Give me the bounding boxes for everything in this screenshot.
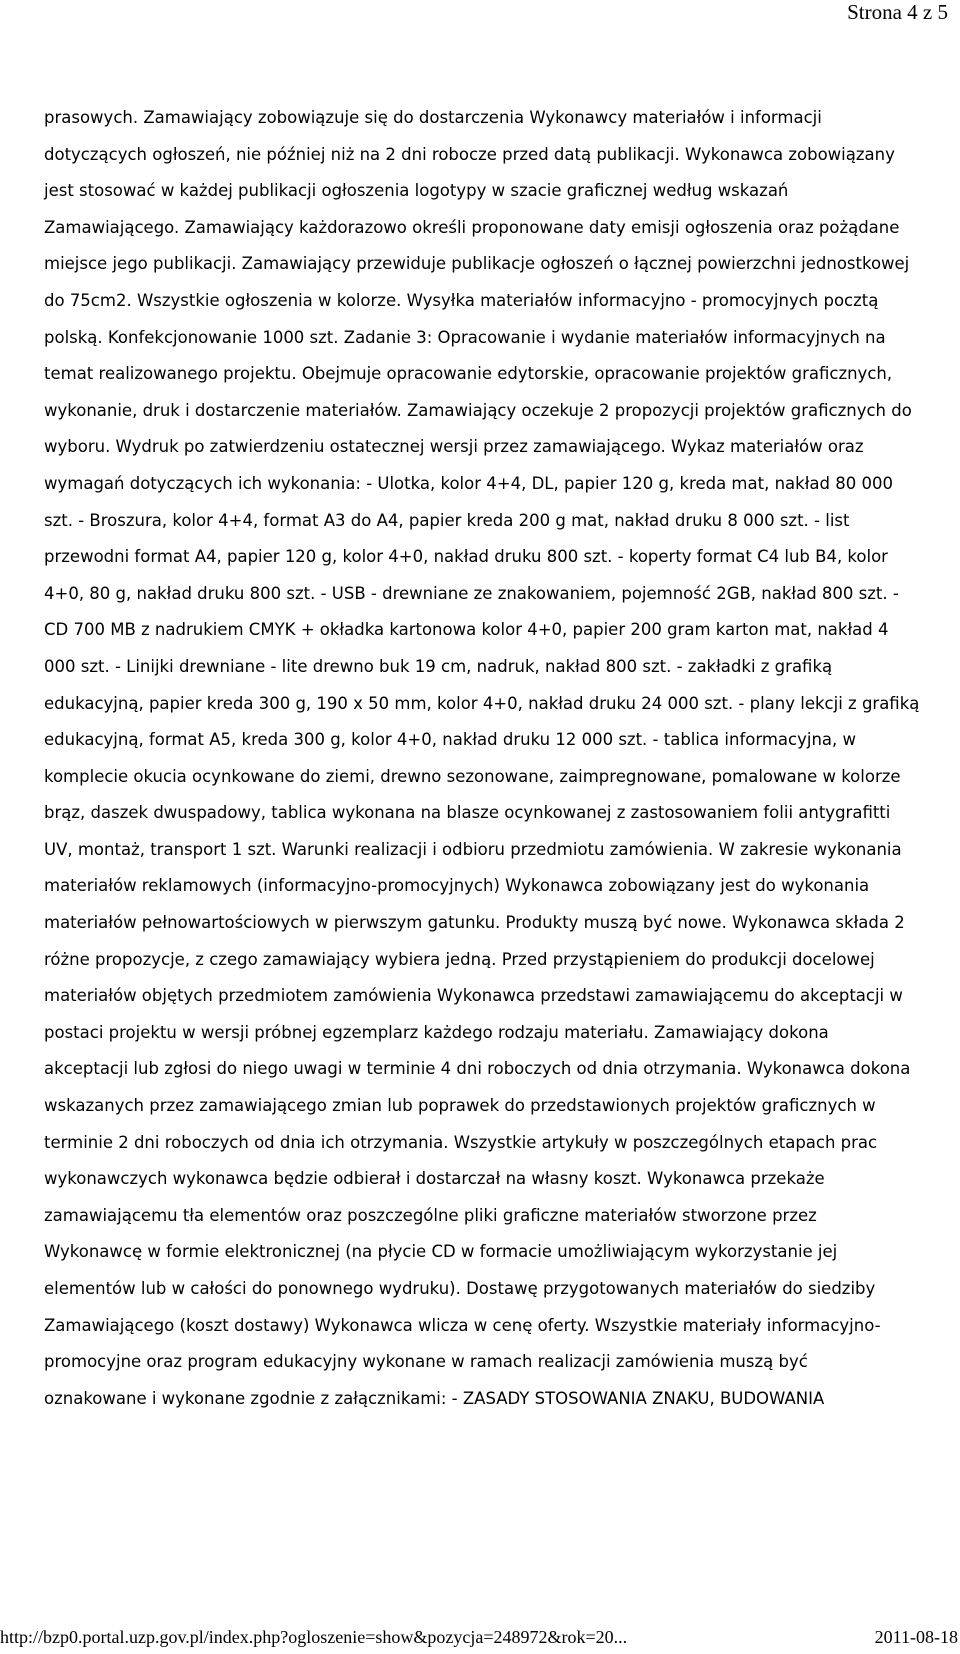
body-line: przewodni format A4, papier 120 g, kolor 4+0, nakład druku 800 szt. - koperty format C4 lub B4, kolor [44, 547, 888, 567]
body-line: polską. Konfekcjonowanie 1000 szt. Zadanie 3: Opracowanie i wydanie materiałów informacyjnych na [44, 327, 886, 347]
body-line: materiałów reklamowych (informacyjno-promocyjnych) Wykonawca zobowiązany jest do wykonania [44, 876, 870, 896]
body-line: jest stosować w każdej publikacji ogłoszenia logotypy w szacie graficznej według wskazań [44, 181, 789, 201]
body-line: edukacyjną, format A5, kreda 300 g, kolor 4+0, nakład druku 12 000 szt. - tablica informacyjna, w [44, 730, 856, 750]
body-line: wymagań dotyczących ich wykonania: - Ulotka, kolor 4+4, DL, papier 120 g, kreda mat, nakład 80 000 [44, 473, 893, 493]
page-number: Strona 4 z 5 [847, 0, 948, 24]
body-line: różne propozycje, z czego zamawiający wybiera jedną. Przed przystąpieniem do produkcji docelowej [44, 949, 875, 969]
body-line: prasowych. Zamawiający zobowiązuje się do dostarczenia Wykonawcy materiałów i informacji [44, 108, 822, 127]
body-line: materiałów objętych przedmiotem zamówienia Wykonawca przedstawi zamawiającemu do akceptacji w [44, 986, 903, 1006]
footer-url[interactable]: http://bzp0.portal.uzp.gov.pl/index.php?ogloszenie=show&pozycja=248972&rok=20... [0, 1627, 628, 1647]
body-line: materiałów pełnowartościowych w pierwszym gatunku. Produkty muszą być nowe. Wykonawca składa 2 [44, 913, 905, 933]
document-body [44, 100, 954, 1417]
body-line: wyboru. Wydruk po zatwierdzeniu ostatecznej wersji przez zamawiającego. Wykaz materiałów oraz [44, 437, 864, 457]
body-line: UV, montaż, transport 1 szt. Warunki realizacji i odbioru przedmiotu zamówienia. W zakresie wykonania [44, 839, 902, 859]
page-footer [0, 1626, 960, 1648]
body-line: zamawiającemu tła elementów oraz poszczególne pliki graficzne materiałów stworzone przez [44, 1205, 817, 1225]
body-line: szt. - Broszura, kolor 4+4, format A3 do A4, papier kreda 200 g mat, nakład druku 8 000 szt. - list [44, 510, 850, 530]
body-line: 000 szt. - Linijki drewniane - lite drewno buk 19 cm, nadruk, nakład 800 szt. - zakładki z grafiką [44, 656, 833, 676]
body-line: temat realizowanego projektu. Obejmuje opracowanie edytorskie, opracowanie projektów graficznych, [44, 364, 893, 384]
body-line: edukacyjną, papier kreda 300 g, 190 x 50 mm, kolor 4+0, nakład druku 24 000 szt. - plany lekcji z grafiką [44, 693, 920, 713]
body-line: Zamawiającego. Zamawiający każdorazowo określi proponowane daty emisji ogłoszenia oraz pożądane [44, 217, 900, 237]
body-line: wykonanie, druk i dostarczenie materiałów. Zamawiający oczekuje 2 propozycji projektów graficznych do [44, 400, 912, 420]
body-line: komplecie okucia ocynkowane do ziemi, drewno sezonowane, zaimpregnowane, pomalowane w kolorze [44, 766, 901, 786]
body-line: oznakowane i wykonane zgodnie z załącznikami: - ZASADY STOSOWANIA ZNAKU, BUDOWANIA [44, 1388, 825, 1408]
body-line: postaci projektu w wersji próbnej egzemplarz każdego rodzaju materiału. Zamawiający dokona [44, 1022, 829, 1042]
body-line: akceptacji lub zgłosi do niego uwagi w terminie 4 dni roboczych od dnia otrzymania. Wykonawca dokona [44, 1059, 911, 1079]
footer-date: 2011-08-18 [874, 1627, 958, 1647]
body-line: 4+0, 80 g, nakład druku 800 szt. - USB - drewniane ze znakowaniem, pojemność 2GB, nakład 800 szt. - [44, 583, 899, 603]
body-line: miejsce jego publikacji. Zamawiający przewiduje publikacje ogłoszeń o łącznej powierzchni jednostkowej [44, 254, 910, 274]
body-line: CD 700 MB z nadrukiem CMYK + okładka kartonowa kolor 4+0, papier 200 gram karton mat, nakład 4 [44, 620, 889, 640]
body-line: wykonawczych wykonawca będzie odbierał i dostarczał na własny koszt. Wykonawca przekaże [44, 1169, 825, 1189]
body-line: terminie 2 dni roboczych od dnia ich otrzymania. Wszystkie artykuły w poszczególnych etapach prac [44, 1132, 878, 1152]
body-line: dotyczących ogłoszeń, nie później niż na 2 dni robocze przed datą publikacji. Wykonawca zobowiązany [44, 144, 895, 164]
body-line: elementów lub w całości do ponownego wydruku). Dostawę przygotowanych materiałów do siedziby [44, 1279, 876, 1298]
body-line: do 75cm2. Wszystkie ogłoszenia w kolorze. Wysyłka materiałów informacyjno - promocyjnych pocztą [44, 290, 879, 310]
body-line: wskazanych przez zamawiającego zmian lub poprawek do przedstawionych projektów graficznych w [44, 1096, 876, 1116]
body-line: promocyjne oraz program edukacyjny wykonane w ramach realizacji zamówienia muszą być [44, 1352, 808, 1372]
body-line: Wykonawcę w formie elektronicznej (na płycie CD w formacie umożliwiającym wykorzystanie jej [44, 1242, 838, 1262]
body-line: brąz, daszek dwuspadowy, tablica wykonana na blasze ocynkowanej z zastosowaniem folii antygrafitti [44, 803, 891, 823]
body-line: Zamawiającego (koszt dostawy) Wykonawca wlicza w cenę oferty. Wszystkie materiały informacyjno- [44, 1315, 881, 1335]
